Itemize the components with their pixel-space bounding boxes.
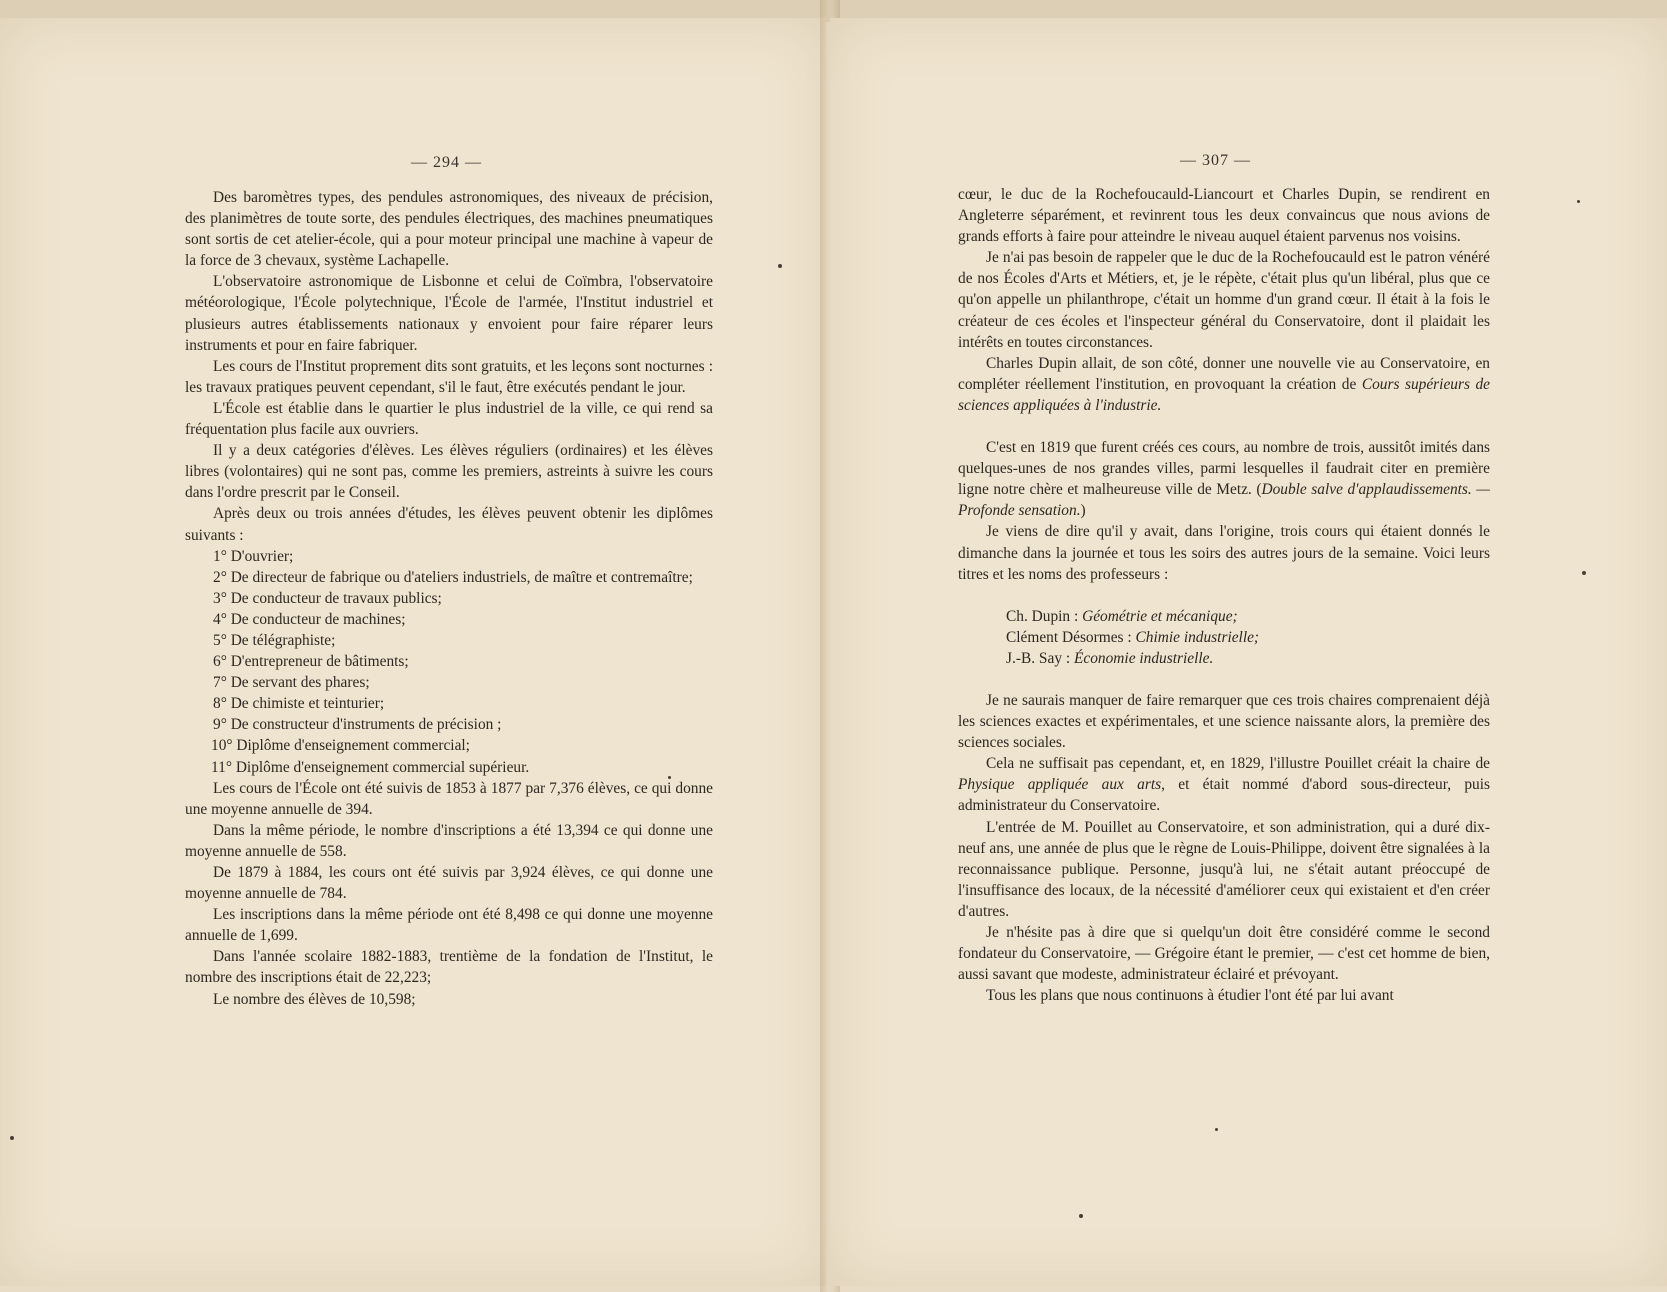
paragraph: [958, 437, 1490, 521]
paragraph-text: C'est en 1819 que furent créés ces cours, au nombre de trois, aussitôt imités dans quelques-unes de nos grandes villes, parmi lesquelles il faudrait citer en première ligne notre chère et malheureuse ville de Metz. (: [958, 439, 1490, 499]
professor-name: Clément Désormes :: [1006, 628, 1136, 646]
paragraph-text: Charles Dupin allait, de son côté, donner une nouvelle vie au Conservatoire, en compléter réellement l'institution, en provoquant la création de: [958, 354, 1490, 393]
paper-speck: [1577, 200, 1580, 203]
paragraph: Dans la même période, le nombre d'inscriptions a été 13,394 ce qui donne une moyenne annuelle de 558.: [185, 821, 713, 860]
diploma-item: 11° Diplôme d'enseignement commercial supérieur.: [211, 758, 530, 776]
paragraph: Je n'hésite pas à dire que si quelqu'un doit être considéré comme le second fondateur du Conservatoire, — Grégoire étant le premier, — c'est cet homme de bien, aussi savant que modeste, administrateur éclairé et prévoyant.: [958, 924, 1490, 984]
diploma-item: 8° De chimiste et teinturier;: [213, 695, 385, 713]
course-name: Géométrie et mécanique;: [1082, 607, 1238, 625]
paper-speck: [1582, 571, 1586, 575]
paragraph: Le nombre des élèves de 10,598;: [213, 990, 416, 1008]
right-page-number: — 307 —: [1180, 152, 1251, 169]
paragraph: Après deux ou trois années d'études, les élèves peuvent obtenir les diplômes suivants :: [185, 505, 713, 544]
diploma-item: 9° De constructeur d'instruments de précision ;: [213, 716, 502, 734]
course-title: Cours supérieurs de sciences appliquées à l'industrie.: [958, 375, 1491, 414]
left-page: [0, 18, 826, 1286]
paper-speck: [1215, 1128, 1218, 1131]
paper-speck: [778, 264, 782, 268]
paragraph: [958, 753, 1490, 816]
right-page: [830, 18, 1667, 1286]
diploma-item: 7° De servant des phares;: [213, 674, 370, 692]
paragraph: L'observatoire astronomique de Lisbonne et celui de Coïmbra, l'observatoire météorologique, l'École polytechnique, l'École de l'armée, l'Institut industriel et plusieurs autres établissements nationaux y envoient pour faire réparer leurs instruments et pour en faire fabriquer.: [185, 273, 713, 354]
professor-line: [958, 627, 1490, 648]
paragraph-text: ): [1080, 502, 1086, 520]
paper-speck: [10, 1136, 14, 1140]
paragraph: Je n'ai pas besoin de rappeler que le duc de la Rochefoucauld est le patron vénéré de nos Écoles d'Arts et Métiers, et, je le répète, c'était plus qu'un libéral, plus que ce qu'on appelle un philanthrope, c'était un homme d'un grand cœur. Il était à la fois le créateur de ces écoles et l'inspecteur général du Conservatoire, dont il plaidait les intérêts en toutes circonstances.: [958, 249, 1490, 351]
diploma-item: 3° De conducteur de travaux publics;: [213, 589, 442, 607]
audience-reaction: Double salve d'applaudissements. — Profonde sensation.: [958, 481, 1490, 520]
paragraph: [958, 353, 1490, 416]
paper-speck: [668, 776, 671, 779]
paragraph: Je viens de dire qu'il y avait, dans l'origine, trois cours qui étaient donnés le dimanche dans la journée et tous les soirs des autres jours de la semaine. Voici leurs titres et les noms des professeurs :: [958, 523, 1490, 583]
paragraph-text: Cela ne suffisait pas cependant, et, en 1829, l'illustre Pouillet créait la chaire de: [986, 755, 1490, 773]
paragraph: L'École est établie dans le quartier le plus industriel de la ville, ce qui rend sa fréquentation plus facile aux ouvriers.: [185, 399, 713, 439]
diploma-item: 6° D'entrepreneur de bâtiments;: [213, 653, 409, 671]
paragraph: Il y a deux catégories d'élèves. Les élèves réguliers (ordinaires) et les élèves libres (volontaires) qui ne sont pas, comme les premiers, astreints à suivre les cours dans l'ordre prescrit par le Conseil.: [185, 442, 713, 502]
professor-line: [958, 648, 1490, 669]
paragraph: cœur, le duc de la Rochefoucauld-Liancourt et Charles Dupin, se rendirent en Angleterre séparément, et revinrent tous les deux convaincus que nous avions de grands efforts à faire pour atteindre le niveau auquel étaient parvenus nos voisins.: [958, 186, 1490, 246]
paragraph: Tous les plans que nous continuons à étudier l'ont été par lui avant: [986, 987, 1394, 1005]
professor-name: Ch. Dupin :: [1006, 607, 1083, 625]
paragraph: L'entrée de M. Pouillet au Conservatoire, et son administration, qui a duré dix-neuf ans, une année de plus que le règne de Louis-Philippe, doivent être signalées à la reconnaissance publique. Personne, jusqu'à lui, ne s'était autant préoccupé de l'insuffisance des locaux, de la nécessité d'améliorer ceux qui existaient et d'en créer d'autres.: [958, 818, 1490, 920]
paragraph: Les inscriptions dans la même période ont été 8,498 ce qui donne une moyenne annuelle de 1,699.: [185, 906, 713, 945]
spacer: [958, 669, 1490, 690]
course-name: Économie industrielle.: [1073, 649, 1214, 667]
left-page-text: [185, 187, 713, 1010]
professor-name: J.-B. Say :: [1006, 649, 1074, 667]
diploma-item: 2° De directeur de fabrique ou d'ateliers industriels, de maître et contremaître;: [213, 568, 693, 586]
spacer: [958, 585, 1490, 606]
spacer: [958, 416, 1490, 437]
paragraph: Dans l'année scolaire 1882-1883, trentième de la fondation de l'Institut, le nombre des inscriptions était de 22,223;: [185, 948, 713, 987]
left-page-number: — 294 —: [411, 154, 482, 171]
paragraph: Les cours de l'Institut proprement dits sont gratuits, et les leçons sont nocturnes : les travaux pratiques peuvent cependant, s'il le faut, être exécutés pendant le jour.: [185, 357, 713, 396]
right-page-text: [958, 184, 1490, 1006]
course-title: Physique appliquée aux arts: [958, 776, 1162, 794]
paragraph: Des baromètres types, des pendules astronomiques, des niveaux de précision, des planimètres de toute sorte, des pendules électriques, des machines pneumatiques sont sortis de cet atelier-école, qui a pour moteur principal une machine à vapeur de la force de 3 chevaux, système Lachapelle.: [185, 189, 713, 270]
paragraph-text: , et était nommé d'abord sous-directeur, puis administrateur du Conservatoire.: [958, 776, 1490, 815]
diploma-item: 4° De conducteur de machines;: [213, 610, 406, 628]
paragraph: Je ne saurais manquer de faire remarquer que ces trois chaires comprenaient déjà les sciences exactes et expérimentales, et une science naissante alors, la première des sciences sociales.: [958, 691, 1490, 752]
course-name: Chimie industrielle;: [1135, 628, 1260, 646]
diploma-item: 1° D'ouvrier;: [213, 547, 294, 565]
paper-speck: [1079, 1214, 1083, 1218]
paragraph: De 1879 à 1884, les cours ont été suivis par 3,924 élèves, ce qui donne une moyenne annuelle de 784.: [185, 864, 713, 903]
diploma-item: 5° De télégraphiste;: [213, 631, 336, 649]
paragraph: Les cours de l'École ont été suivis de 1853 à 1877 par 7,376 élèves, ce qui donne une moyenne annuelle de 394.: [185, 779, 713, 818]
professor-line: [958, 606, 1490, 627]
diploma-item: 10° Diplôme d'enseignement commercial;: [211, 737, 470, 755]
